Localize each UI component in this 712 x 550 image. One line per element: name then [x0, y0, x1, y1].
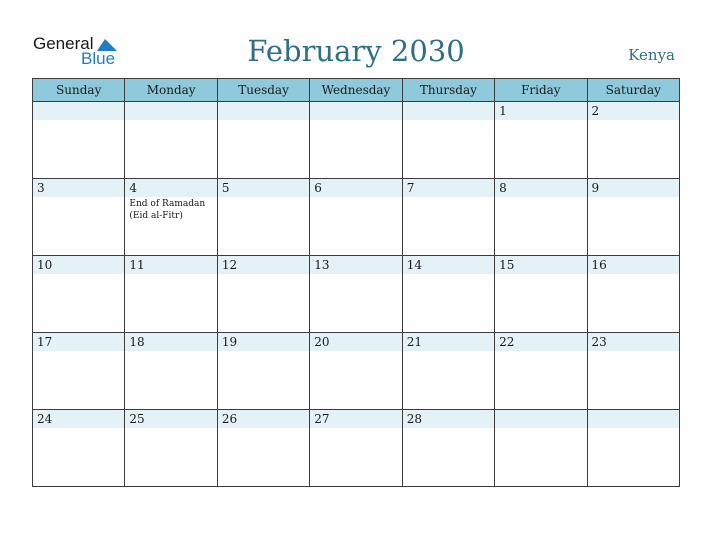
day-band: [33, 102, 124, 120]
weekday-header: Wednesday: [310, 79, 402, 102]
day-cell: [310, 256, 402, 333]
day-number: 16: [591, 258, 607, 272]
day-cell: [402, 102, 494, 179]
day-band: [588, 179, 679, 197]
day-cell: [125, 179, 217, 256]
day-cell: [217, 333, 309, 410]
day-cell: [495, 179, 587, 256]
day-cell: [587, 333, 679, 410]
day-cell: [587, 102, 679, 179]
calendar-grid: [32, 78, 680, 487]
day-cell: [125, 256, 217, 333]
day-cell: [495, 256, 587, 333]
day-number: 19: [221, 335, 238, 349]
day-number: 7: [406, 181, 415, 195]
day-band: [588, 410, 679, 428]
day-number: 12: [221, 258, 238, 272]
day-cell: [33, 179, 125, 256]
weekday-header-row: [33, 79, 680, 102]
day-band: [403, 102, 494, 120]
day-number: 18: [129, 335, 145, 349]
holiday-label: End of Ramadan (Eid al-Fitr): [129, 199, 206, 221]
day-cell: [310, 410, 402, 487]
day-cell: [33, 102, 125, 179]
day-number: 25: [129, 412, 145, 426]
weekday-header: Monday: [125, 79, 217, 102]
week-row: [33, 102, 680, 179]
day-cell: [217, 179, 309, 256]
day-cell: [125, 102, 217, 179]
day-number: 26: [221, 412, 238, 426]
day-number: 10: [37, 258, 53, 272]
day-cell: [310, 102, 402, 179]
day-number: 13: [314, 258, 330, 272]
day-band: [495, 410, 586, 428]
week-row: [33, 179, 680, 256]
day-band: [495, 179, 586, 197]
day-number: 23: [591, 335, 607, 349]
day-cell: [587, 179, 679, 256]
day-number: 1: [499, 104, 507, 118]
day-band: [125, 102, 216, 120]
logo-blue-text: Blue: [81, 49, 116, 68]
week-row: [33, 256, 680, 333]
day-band: [403, 179, 494, 197]
weekday-header: Saturday: [587, 79, 679, 102]
day-cell: [33, 256, 125, 333]
calendar-title: February 2030: [247, 34, 465, 68]
weekday-header: Thursday: [402, 79, 494, 102]
day-number: 5: [221, 181, 230, 195]
weekday-header: Tuesday: [217, 79, 309, 102]
day-number: 22: [499, 335, 515, 349]
day-cell: [125, 333, 217, 410]
day-cell: [217, 410, 309, 487]
day-cell: [402, 410, 494, 487]
day-cell: [495, 410, 587, 487]
day-number: 20: [314, 335, 330, 349]
day-number: 11: [129, 258, 145, 272]
day-cell: [587, 410, 679, 487]
week-row: [33, 410, 680, 487]
day-cell: [402, 333, 494, 410]
day-number: 3: [37, 181, 45, 195]
day-number: 24: [37, 412, 53, 426]
day-cell: [217, 256, 309, 333]
week-row: [33, 333, 680, 410]
day-cell: [125, 410, 217, 487]
day-cell: [495, 333, 587, 410]
day-band: [310, 179, 401, 197]
day-number: 17: [37, 335, 53, 349]
day-cell: [402, 256, 494, 333]
day-band: [218, 102, 309, 120]
day-cell: [310, 333, 402, 410]
day-cell: [495, 102, 587, 179]
country-label: Kenya: [628, 46, 675, 64]
day-number: 14: [406, 258, 422, 272]
day-cell: [33, 333, 125, 410]
day-number: 6: [314, 181, 322, 195]
day-band: [218, 179, 309, 197]
day-band: [495, 102, 586, 120]
weekday-header: Sunday: [33, 79, 125, 102]
day-number: 27: [314, 412, 330, 426]
day-number: 9: [591, 181, 600, 195]
day-number: 4: [129, 181, 138, 195]
day-number: 15: [499, 258, 515, 272]
day-band: [33, 179, 124, 197]
day-cell: [217, 102, 309, 179]
day-cell: [310, 179, 402, 256]
day-band: [310, 102, 401, 120]
weekday-header: Friday: [495, 79, 587, 102]
day-number: 28: [406, 412, 422, 426]
day-band: [125, 179, 216, 197]
day-number: 21: [406, 335, 422, 349]
day-cell: [33, 410, 125, 487]
day-cell: [402, 179, 494, 256]
logo-general-text: General: [33, 34, 94, 53]
day-band: [588, 102, 679, 120]
day-number: 8: [499, 181, 507, 195]
day-cell: [587, 256, 679, 333]
day-number: 2: [591, 104, 600, 118]
